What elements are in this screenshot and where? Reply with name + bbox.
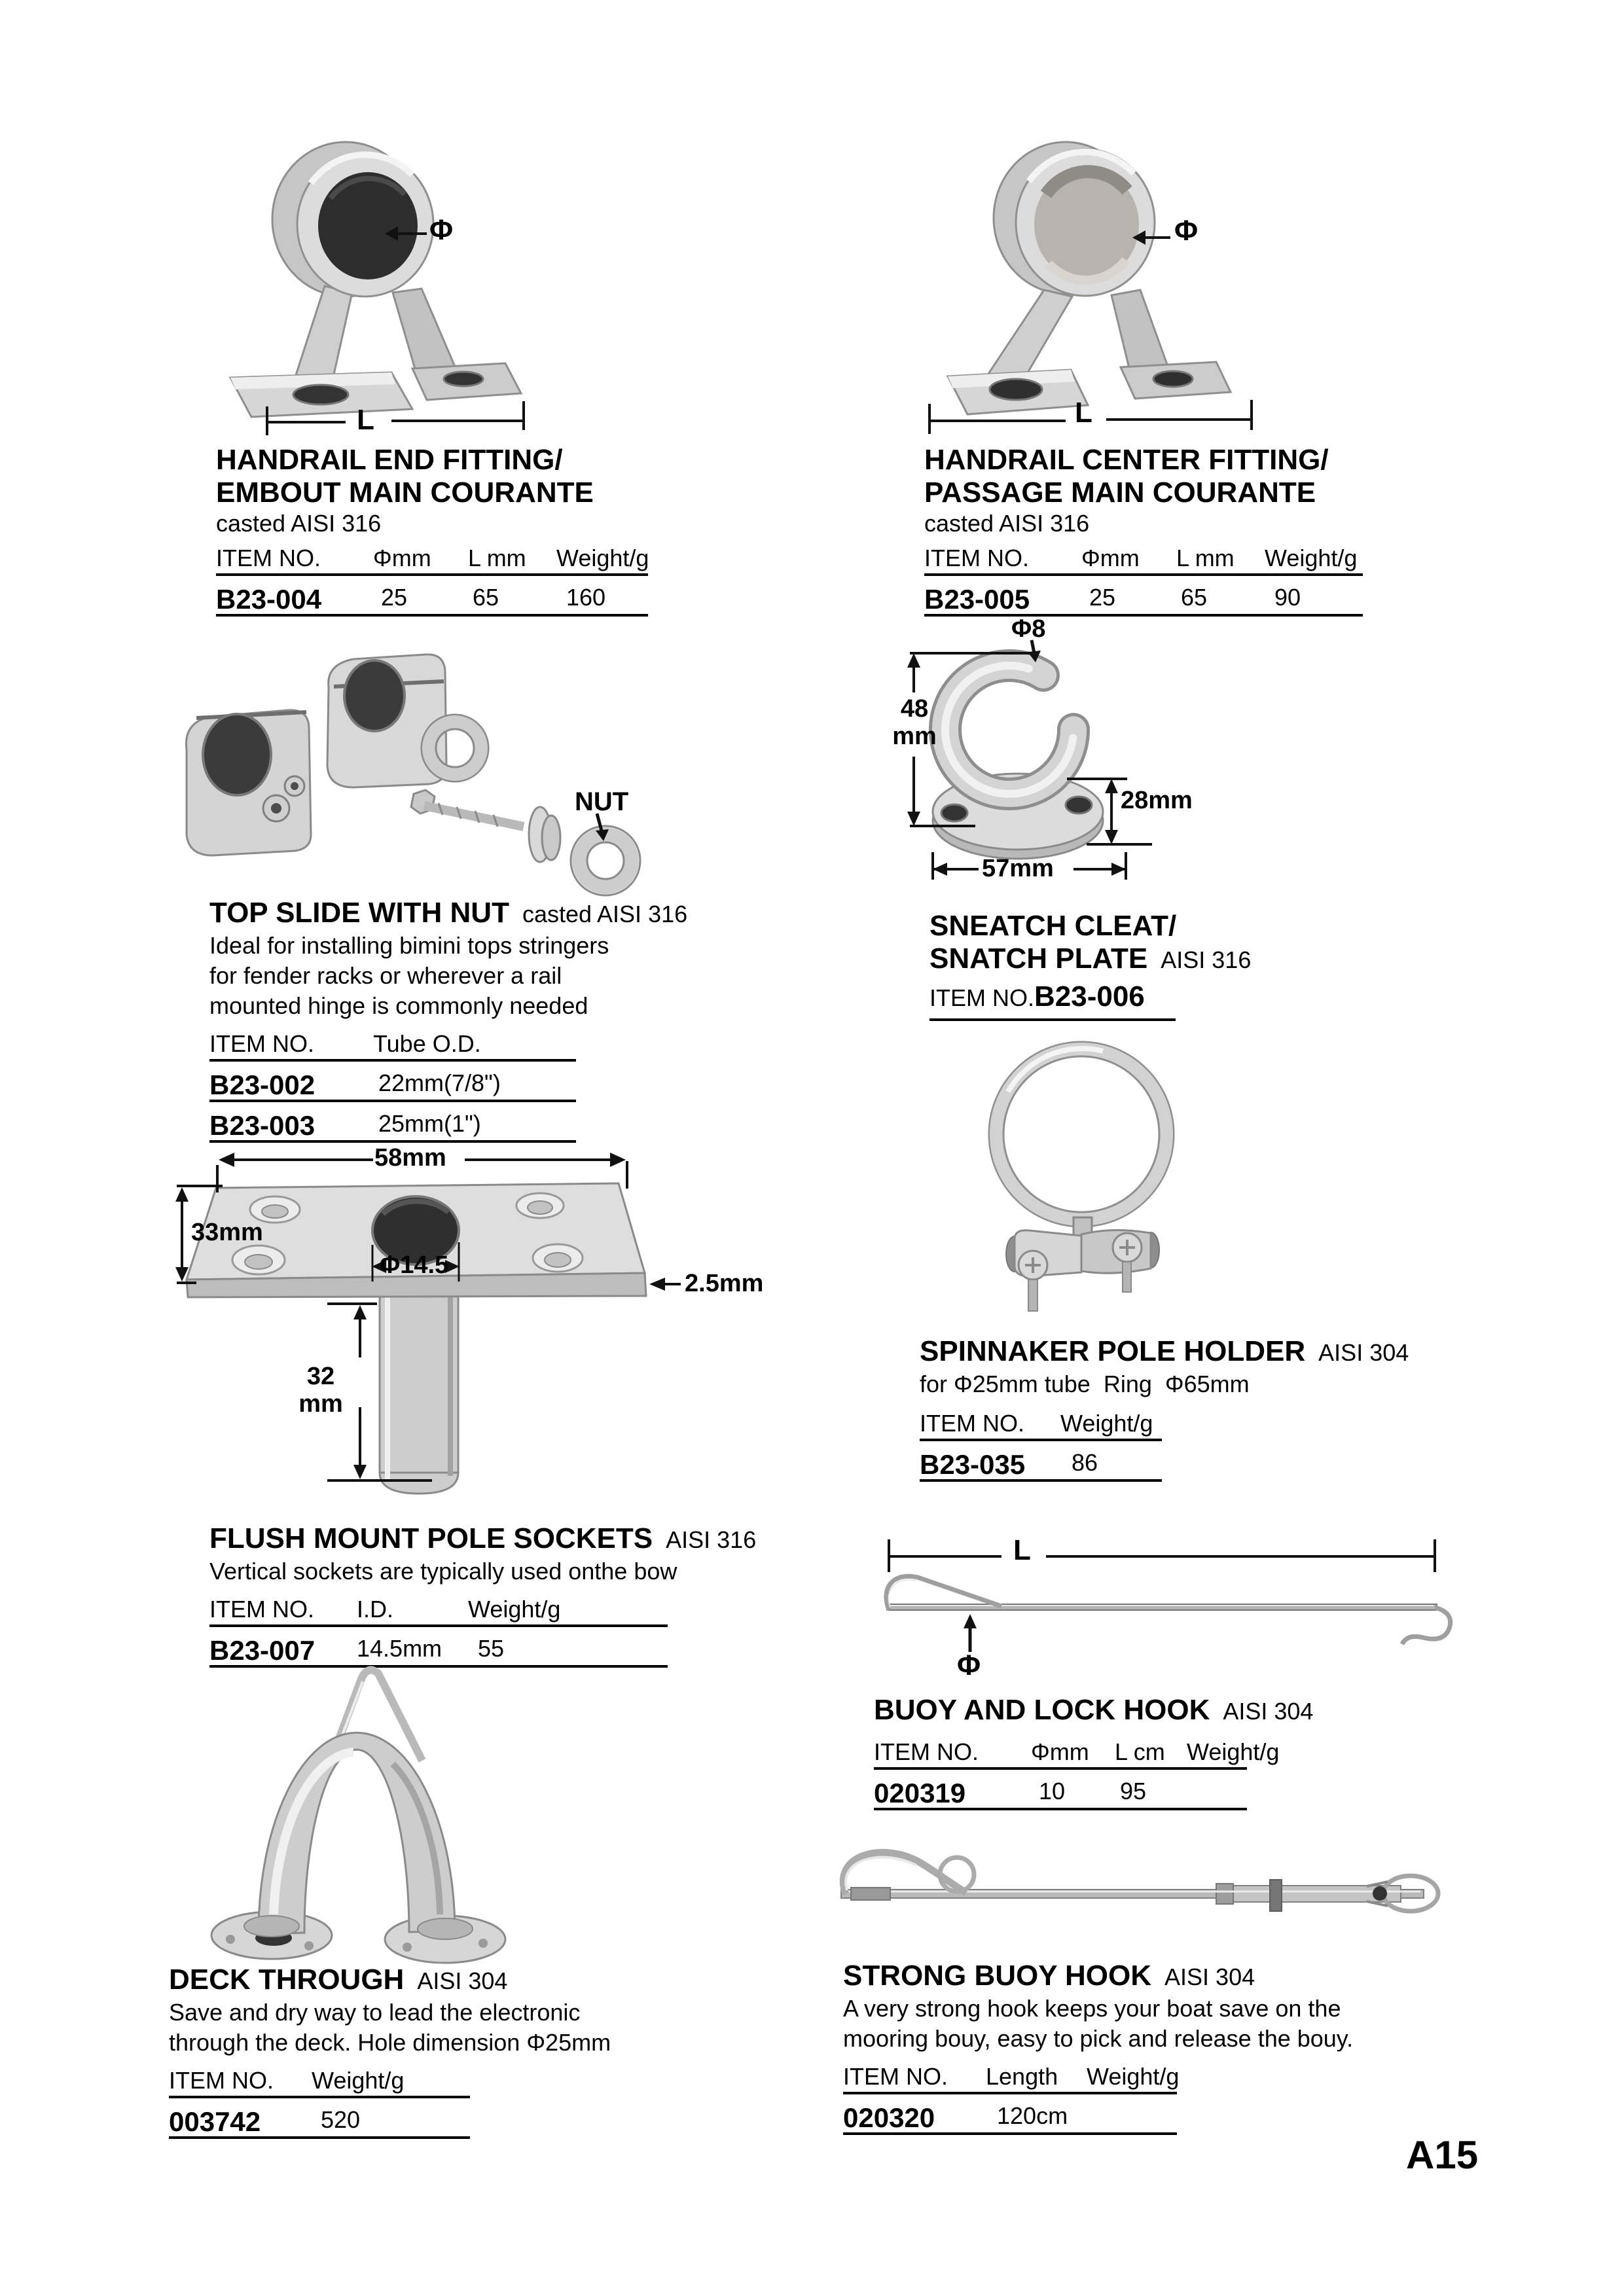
val-weight: 90 <box>1274 584 1301 611</box>
material-label: AISI 316 <box>1161 946 1252 973</box>
dim-label-phi8: Φ8 <box>1011 615 1046 643</box>
snatch-cleat-figure <box>871 589 1381 897</box>
description-line: Vertical sockets are typically used onthe bow <box>209 1558 677 1585</box>
val-l: 65 <box>473 584 499 611</box>
item-label: ITEM NO. <box>929 984 1034 1011</box>
item-no: 020319 <box>874 1778 966 1808</box>
val-l: 95 <box>1120 1778 1147 1804</box>
buoy-lock-hook-figure <box>871 1499 1460 1672</box>
dim-label-48: 48 <box>900 695 929 723</box>
col-l: L mm <box>1176 545 1235 571</box>
flush-mount-socket-figure <box>157 1132 785 1509</box>
dim-label-phi: Φ <box>1174 215 1199 247</box>
dim-label-57mm: 57mm <box>982 855 1054 882</box>
spinnaker-pole-holder-figure <box>916 1013 1309 1326</box>
item-no: B23-007 <box>209 1635 316 1666</box>
col-phi: Φmm <box>1081 545 1140 571</box>
item-no: 003742 <box>169 2106 261 2137</box>
dim-label-33mm: 33mm <box>191 1219 263 1246</box>
col-length: Length <box>986 2063 1058 2090</box>
top-slide-figure <box>157 619 733 900</box>
dim-label-32: 32 <box>306 1363 335 1390</box>
section-deck-through <box>169 1964 719 2139</box>
val-od: 22mm(7/8") <box>378 1069 501 1096</box>
table-row <box>874 1770 1247 1810</box>
section-title: HANDRAIL END FITTING/ <box>216 444 563 476</box>
val-od: 25mm(1") <box>378 1110 481 1137</box>
table-row <box>169 2098 470 2139</box>
description-line: for fender racks or wherever a rail <box>209 962 562 989</box>
table-header-row <box>924 541 1363 576</box>
val-phi: 25 <box>1089 584 1116 611</box>
title-text: BUOY AND LOCK HOOK <box>874 1694 1210 1726</box>
item-no: 020320 <box>843 2102 935 2133</box>
table-header-row <box>216 541 648 576</box>
section-title <box>843 1960 1445 1994</box>
col-weight: Weight/g <box>1187 1738 1280 1765</box>
val-weight: 160 <box>566 584 606 611</box>
dim-label-2-5mm: 2.5mm <box>685 1270 764 1297</box>
table-row <box>843 2094 1177 2135</box>
val-weight: 520 <box>321 2106 361 2133</box>
val-id: 14.5mm <box>357 1635 442 1662</box>
dim-label-l: L <box>357 404 374 436</box>
spec-table <box>216 541 648 617</box>
description-line: for Φ25mm tube Ring Φ65mm <box>920 1371 1250 1397</box>
description-line: mounted hinge is commonly needed <box>209 992 588 1019</box>
material-label: AISI 316 <box>666 1526 757 1553</box>
spec-table <box>920 1406 1162 1482</box>
description-line: through the deck. Hole dimension Φ25mm <box>169 2029 611 2056</box>
material-label: casted AISI 316 <box>522 901 688 927</box>
spec-table <box>843 2059 1180 2135</box>
table-header-row <box>209 1592 668 1627</box>
description-line: Ideal for installing bimini tops stringers <box>209 932 609 959</box>
col-item: ITEM NO. <box>843 2063 948 2090</box>
material-label: AISI 304 <box>417 1967 508 1994</box>
dim-label-48mm-unit: mm <box>892 723 937 750</box>
section-title <box>169 1964 719 1998</box>
col-phi: Φmm <box>1031 1738 1089 1765</box>
col-item: ITEM NO. <box>209 1030 314 1057</box>
dim-label-l: L <box>1075 397 1092 429</box>
col-l: L mm <box>468 545 526 571</box>
col-phi: Φmm <box>373 545 431 571</box>
spec-table <box>169 2063 470 2139</box>
title-text: SPINNAKER POLE HOLDER <box>920 1335 1306 1367</box>
col-weight: Weight/g <box>312 2067 405 2094</box>
section-handrail-end <box>216 444 674 617</box>
dim-label-phi: Φ <box>957 1649 981 1681</box>
strong-buoy-hook-figure <box>812 1825 1466 1959</box>
col-weight: Weight/g <box>1265 545 1358 571</box>
item-no: B23-005 <box>924 584 1030 615</box>
item-no: B23-003 <box>209 1110 316 1141</box>
section-title <box>874 1694 1424 1728</box>
table-header-row <box>920 1406 1162 1441</box>
spec-table <box>874 1734 1280 1810</box>
section-title <box>920 1335 1443 1369</box>
col-item: ITEM NO. <box>216 545 321 571</box>
table-row <box>216 576 648 617</box>
item-no: B23-006 <box>1034 980 1145 1013</box>
col-item: ITEM NO. <box>209 1596 314 1623</box>
description-line: A very strong hook keeps your boat save on the <box>843 1995 1341 2022</box>
val-phi: 10 <box>1039 1778 1066 1804</box>
title-text: TOP SLIDE WITH NUT <box>209 897 509 929</box>
title-text: SNATCH PLATE <box>929 942 1148 975</box>
col-item: ITEM NO. <box>924 545 1029 571</box>
item-no: B23-035 <box>920 1449 1026 1480</box>
item-no: B23-002 <box>209 1069 316 1100</box>
material-label: AISI 304 <box>1223 1698 1314 1725</box>
handrail-center-fitting-figure <box>910 121 1276 435</box>
dim-label-l: L <box>1013 1534 1031 1566</box>
nut-label: NUT <box>575 787 629 816</box>
val-weight: 55 <box>478 1635 505 1662</box>
table-header-row <box>169 2063 470 2098</box>
col-weight: Weight/g <box>468 1596 561 1623</box>
section-title: HANDRAIL CENTER FITTING/ <box>924 444 1329 476</box>
handrail-end-fitting-figure <box>196 121 550 435</box>
title-text: DECK THROUGH <box>169 1964 405 1996</box>
col-item: ITEM NO. <box>874 1738 979 1765</box>
deck-through-figure <box>196 1633 655 1970</box>
val-l: 65 <box>1181 584 1208 611</box>
col-id: I.D. <box>357 1596 394 1623</box>
section-sneatch-cleat <box>929 910 1388 1021</box>
section-title <box>209 1522 759 1556</box>
col-item: ITEM NO. <box>920 1410 1024 1437</box>
item-no: B23-004 <box>216 584 322 615</box>
material-label: casted AISI 316 <box>924 510 1090 537</box>
page-number: A15 <box>1406 2133 1479 2177</box>
description-line: mooring bouy, easy to pick and release the bouy. <box>843 2025 1354 2052</box>
section-title-2 <box>929 942 1388 977</box>
table-row <box>209 1062 576 1102</box>
table-header-row <box>209 1026 576 1062</box>
description-line: Save and dry way to lead the electronic <box>169 1999 581 2026</box>
section-title-2: EMBOUT MAIN COURANTE <box>216 476 594 509</box>
table-header-row <box>874 1734 1280 1770</box>
title-text: FLUSH MOUNT POLE SOCKETS <box>209 1522 653 1554</box>
col-weight: Weight/g <box>556 545 649 571</box>
section-spinnaker <box>920 1335 1443 1482</box>
section-strong-buoy-hook <box>843 1960 1445 2135</box>
section-title: SNEATCH CLEAT/ <box>929 910 1177 942</box>
col-weight: Weight/g <box>1060 1410 1153 1437</box>
col-weight: Weight/g <box>1087 2063 1180 2090</box>
col-l: L cm <box>1115 1738 1165 1765</box>
table-row <box>920 1441 1162 1482</box>
dim-label-phi14-5: Φ14.5 <box>380 1251 449 1279</box>
table-header-row <box>843 2059 1180 2094</box>
spec-table <box>209 1026 576 1143</box>
material-label: AISI 304 <box>1164 1964 1255 1990</box>
dim-label-32mm-unit: mm <box>298 1390 343 1418</box>
val-length: 120cm <box>997 2102 1068 2129</box>
title-text: STRONG BUOY HOOK <box>843 1960 1152 1992</box>
section-buoy-lock-hook <box>874 1694 1424 1810</box>
col-item: ITEM NO. <box>169 2067 274 2094</box>
section-title-2: PASSAGE MAIN COURANTE <box>924 476 1316 509</box>
section-title <box>209 897 746 931</box>
dim-label-28mm: 28mm <box>1121 787 1193 814</box>
dim-label-phi: Φ <box>429 214 454 246</box>
material-label: AISI 304 <box>1318 1339 1409 1366</box>
val-phi: 25 <box>381 584 408 611</box>
col-od: Tube O.D. <box>373 1030 481 1057</box>
section-top-slide <box>209 897 746 1143</box>
material-label: casted AISI 316 <box>216 510 382 537</box>
val-weight: 86 <box>1072 1449 1098 1476</box>
dim-label-58mm: 58mm <box>374 1144 446 1172</box>
